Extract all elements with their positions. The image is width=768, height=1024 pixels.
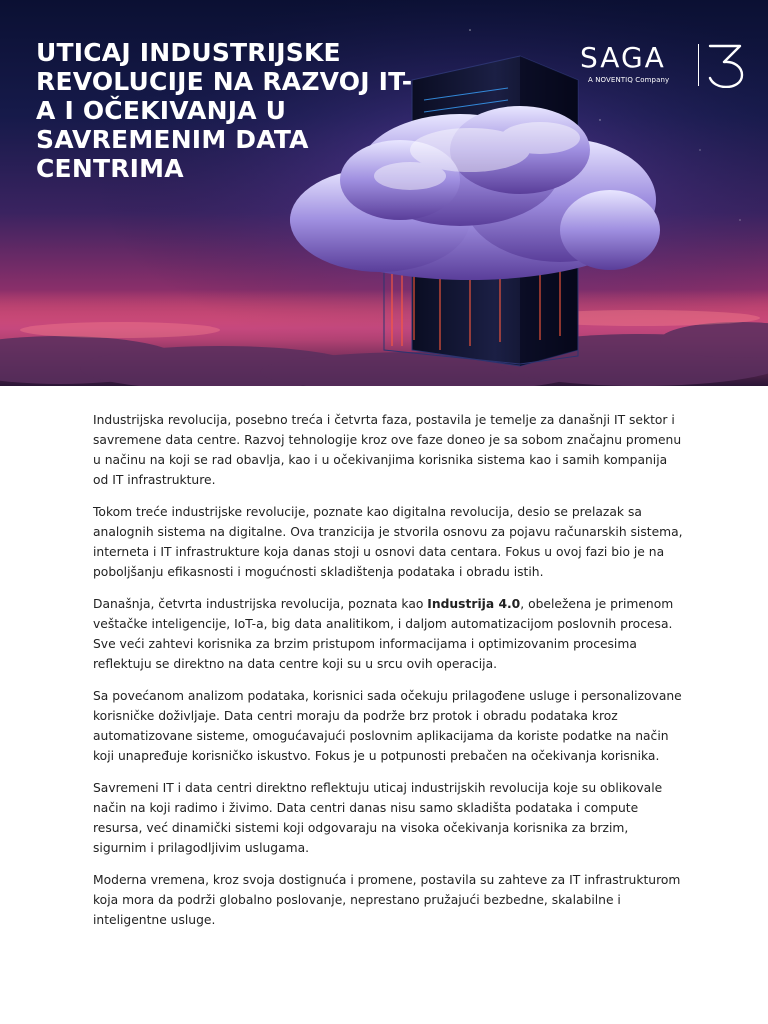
page-title: UTICAJ INDUSTRIJSKE REVOLUCIJE NA RAZVOJ IT-A I OČEKIVANJA U SAVREMENIM DATA CENTRIMA — [36, 38, 413, 183]
paragraph-intro: Industrijska revolucija, posebno treća i četvrta faza, postavila je temelje za današnji IT sektor i savremene data centre. Razvoj tehnologije kroz ove faze doneo je sa sobom značajnu promenu u načinu na koji se rad obavlja, kao i u očekivanjima korisnika sistema kao i samih kompanija od IT infrastrukture. — [93, 413, 682, 487]
paragraph-conclusion: Moderna vremena, kroz svoja dostignuća i promene, postavila su zahteve za IT infrastrukturom koja mora da podrži globalno poslovanje, neprestano pružajući bezbedne, skalabilne i inteligentne usluge. — [93, 873, 681, 927]
logo-tagline: A NOVENTIQ Company — [588, 76, 670, 84]
paragraph-fourth-revolution-start: Današnja, četvrta industrijska revolucija, poznata kao — [93, 597, 428, 611]
paragraph-modern-it: Savremeni IT i data centri direktno reflektuju uticaj industrijskih revolucija koje su oblikovale način na koji radimo i živimo. Data centri danas nisu samo skladišta podataka i compute resursa, već dinamički sistemi koji odgovaraju na visoka očekivanja korisnika za brzim, sigurnim i prilagodljivim uslugama. — [93, 781, 663, 855]
industry-4-term: Industrija 4.0 — [427, 597, 521, 611]
paragraph-third-revolution: Tokom treće industrijske revolucije, poznate kao digitalna revolucija, desio se prelazak sa analognih sistema na digitalne. Ova tranzicija je stvorila osnovu za pojavu računarskih sistema, interneta i IT infrastrukture koja danas stoji u osnovi data centara. Fokus u ovoj fazi bio je na poboljšanju efikasnosti i mogućnosti skladištenja podataka i obradu istih. — [93, 505, 683, 579]
logo-three-mark-icon — [704, 42, 748, 88]
hero-banner — [0, 0, 768, 386]
logo-divider — [698, 44, 699, 86]
logo-wordmark: SAGA — [580, 41, 666, 74]
saga-logo — [580, 42, 750, 92]
article-body — [93, 410, 685, 942]
paragraph-fourth-revolution — [93, 594, 685, 674]
paragraph-fourth-revolution-end: , obeležena je primenom veštačke inteligencije, IoT-a, big data analitikom, i daljom automatizacijom poslovnih procesa. Sve veći zahtevi korisnika za brzim pristupom informacijama i optimizovanim procesima reflektuju se direktno na data centre koji su u srcu ovih operacija. — [93, 597, 674, 671]
paragraph-personalization: Sa povećanom analizom podataka, korisnici sada očekuju prilagođene usluge i personalizovane korisničke doživljaje. Data centri moraju da podrže brz protok i obradu podataka kroz automatizovane sisteme, omogućavajući poslovnim aplikacijama da koriste podatke na način koji unapređuje korisničko iskustvo. Fokus je u potpunosti prebačen na očekivanja korisnika. — [93, 689, 682, 763]
